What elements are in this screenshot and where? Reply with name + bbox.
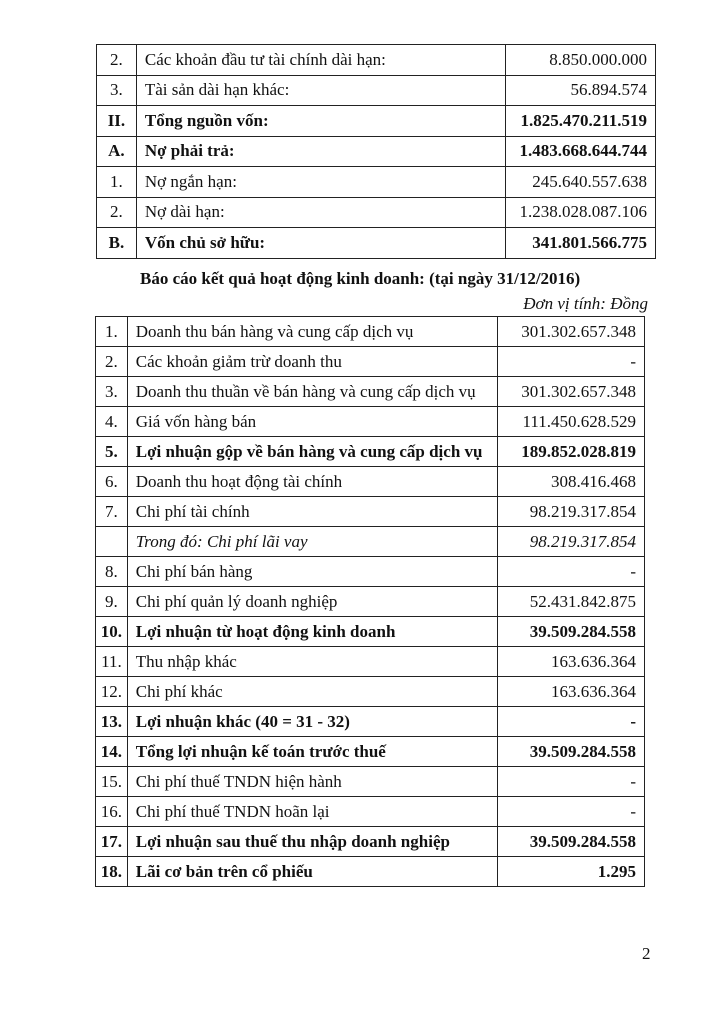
table-row bbox=[96, 497, 645, 527]
table-row bbox=[97, 75, 656, 106]
row-index: A. bbox=[97, 136, 137, 167]
table-row bbox=[96, 797, 645, 827]
balance-sheet-body bbox=[97, 45, 656, 259]
row-index: 10. bbox=[96, 617, 128, 647]
unit-label: Đơn vị tính: Đồng bbox=[523, 294, 648, 313]
row-label: Tài sản dài hạn khác: bbox=[136, 75, 505, 106]
row-index: 8. bbox=[96, 557, 128, 587]
row-value: 301.302.657.348 bbox=[497, 317, 644, 347]
table-row bbox=[96, 527, 645, 557]
row-value: - bbox=[497, 557, 644, 587]
row-label: Trong đó: Chi phí lãi vay bbox=[127, 527, 497, 557]
table-row bbox=[96, 707, 645, 737]
table-row bbox=[96, 737, 645, 767]
table-row bbox=[96, 767, 645, 797]
row-label: Doanh thu hoạt động tài chính bbox=[127, 467, 497, 497]
row-value: 39.509.284.558 bbox=[497, 737, 644, 767]
row-label: Chi phí tài chính bbox=[127, 497, 497, 527]
row-index: 9. bbox=[96, 587, 128, 617]
table-row bbox=[97, 106, 656, 137]
table-row bbox=[97, 136, 656, 167]
row-value: - bbox=[497, 797, 644, 827]
row-index: 1. bbox=[97, 167, 137, 198]
row-label: Thu nhập khác bbox=[127, 647, 497, 677]
row-label: Chi phí thuế TNDN hiện hành bbox=[127, 767, 497, 797]
row-index: 12. bbox=[96, 677, 128, 707]
table-row bbox=[96, 317, 645, 347]
page-number: 2 bbox=[642, 944, 651, 963]
table-row bbox=[96, 827, 645, 857]
table-row bbox=[97, 45, 656, 76]
row-value: 39.509.284.558 bbox=[497, 827, 644, 857]
income-statement-body bbox=[96, 317, 645, 887]
row-label: Lãi cơ bản trên cổ phiếu bbox=[127, 857, 497, 887]
row-value: - bbox=[497, 347, 644, 377]
table-row bbox=[96, 377, 645, 407]
row-value: - bbox=[497, 767, 644, 797]
row-index: 6. bbox=[96, 467, 128, 497]
row-label: Vốn chủ sở hữu: bbox=[136, 228, 505, 259]
table-row bbox=[96, 407, 645, 437]
row-value: 341.801.566.775 bbox=[506, 228, 656, 259]
row-index: 2. bbox=[97, 197, 137, 228]
table-row bbox=[96, 437, 645, 467]
table-row bbox=[96, 647, 645, 677]
row-label: Lợi nhuận khác (40 = 31 - 32) bbox=[127, 707, 497, 737]
table-row bbox=[96, 587, 645, 617]
row-index: 18. bbox=[96, 857, 128, 887]
row-index: II. bbox=[97, 106, 137, 137]
table-row bbox=[96, 467, 645, 497]
table-row bbox=[97, 228, 656, 259]
row-label: Lợi nhuận từ hoạt động kinh doanh bbox=[127, 617, 497, 647]
row-index: 16. bbox=[96, 797, 128, 827]
row-index: 3. bbox=[97, 75, 137, 106]
row-label: Lợi nhuận gộp về bán hàng và cung cấp dịch vụ bbox=[127, 437, 497, 467]
row-value: 52.431.842.875 bbox=[497, 587, 644, 617]
income-statement-title: Báo cáo kết quả hoạt động kinh doanh: (tại ngày 31/12/2016) bbox=[140, 269, 581, 288]
row-label: Chi phí quản lý doanh nghiệp bbox=[127, 587, 497, 617]
row-label: Nợ ngắn hạn: bbox=[136, 167, 505, 198]
table-row bbox=[97, 167, 656, 198]
row-index: 3. bbox=[96, 377, 128, 407]
row-index: 15. bbox=[96, 767, 128, 797]
row-label: Lợi nhuận sau thuế thu nhập doanh nghiệp bbox=[127, 827, 497, 857]
row-value: 163.636.364 bbox=[497, 677, 644, 707]
table-row bbox=[96, 677, 645, 707]
row-index: 17. bbox=[96, 827, 128, 857]
row-label: Nợ phải trả: bbox=[136, 136, 505, 167]
row-label: Nợ dài hạn: bbox=[136, 197, 505, 228]
row-index: 5. bbox=[96, 437, 128, 467]
row-label: Chi phí thuế TNDN hoãn lại bbox=[127, 797, 497, 827]
row-value: 1.483.668.644.744 bbox=[506, 136, 656, 167]
row-value: - bbox=[497, 707, 644, 737]
row-value: 39.509.284.558 bbox=[497, 617, 644, 647]
row-label: Các khoản đầu tư tài chính dài hạn: bbox=[136, 45, 505, 76]
row-value: 308.416.468 bbox=[497, 467, 644, 497]
row-value: 1.825.470.211.519 bbox=[506, 106, 656, 137]
row-value: 1.295 bbox=[497, 857, 644, 887]
row-index: 4. bbox=[96, 407, 128, 437]
row-index: B. bbox=[97, 228, 137, 259]
row-value: 301.302.657.348 bbox=[497, 377, 644, 407]
table-row bbox=[96, 557, 645, 587]
row-index: 2. bbox=[96, 347, 128, 377]
row-value: 111.450.628.529 bbox=[497, 407, 644, 437]
income-statement-table bbox=[95, 316, 645, 887]
table-row bbox=[96, 617, 645, 647]
table-row bbox=[96, 857, 645, 887]
row-index: 11. bbox=[96, 647, 128, 677]
row-index: 2. bbox=[97, 45, 137, 76]
row-index bbox=[96, 527, 128, 557]
row-index: 13. bbox=[96, 707, 128, 737]
row-label: Chi phí khác bbox=[127, 677, 497, 707]
row-label: Giá vốn hàng bán bbox=[127, 407, 497, 437]
row-value: 189.852.028.819 bbox=[497, 437, 644, 467]
table-row bbox=[96, 347, 645, 377]
row-label: Doanh thu thuần về bán hàng và cung cấp dịch vụ bbox=[127, 377, 497, 407]
row-index: 14. bbox=[96, 737, 128, 767]
row-label: Các khoản giảm trừ doanh thu bbox=[127, 347, 497, 377]
row-label: Chi phí bán hàng bbox=[127, 557, 497, 587]
table-row bbox=[97, 197, 656, 228]
row-label: Doanh thu bán hàng và cung cấp dịch vụ bbox=[127, 317, 497, 347]
row-index: 7. bbox=[96, 497, 128, 527]
row-label: Tổng lợi nhuận kế toán trước thuế bbox=[127, 737, 497, 767]
row-value: 8.850.000.000 bbox=[506, 45, 656, 76]
row-value: 98.219.317.854 bbox=[497, 497, 644, 527]
row-label: Tổng nguồn vốn: bbox=[136, 106, 505, 137]
row-value: 56.894.574 bbox=[506, 75, 656, 106]
balance-sheet-table bbox=[96, 44, 656, 259]
row-value: 1.238.028.087.106 bbox=[506, 197, 656, 228]
row-value: 163.636.364 bbox=[497, 647, 644, 677]
row-value: 98.219.317.854 bbox=[497, 527, 644, 557]
row-index: 1. bbox=[96, 317, 128, 347]
row-value: 245.640.557.638 bbox=[506, 167, 656, 198]
